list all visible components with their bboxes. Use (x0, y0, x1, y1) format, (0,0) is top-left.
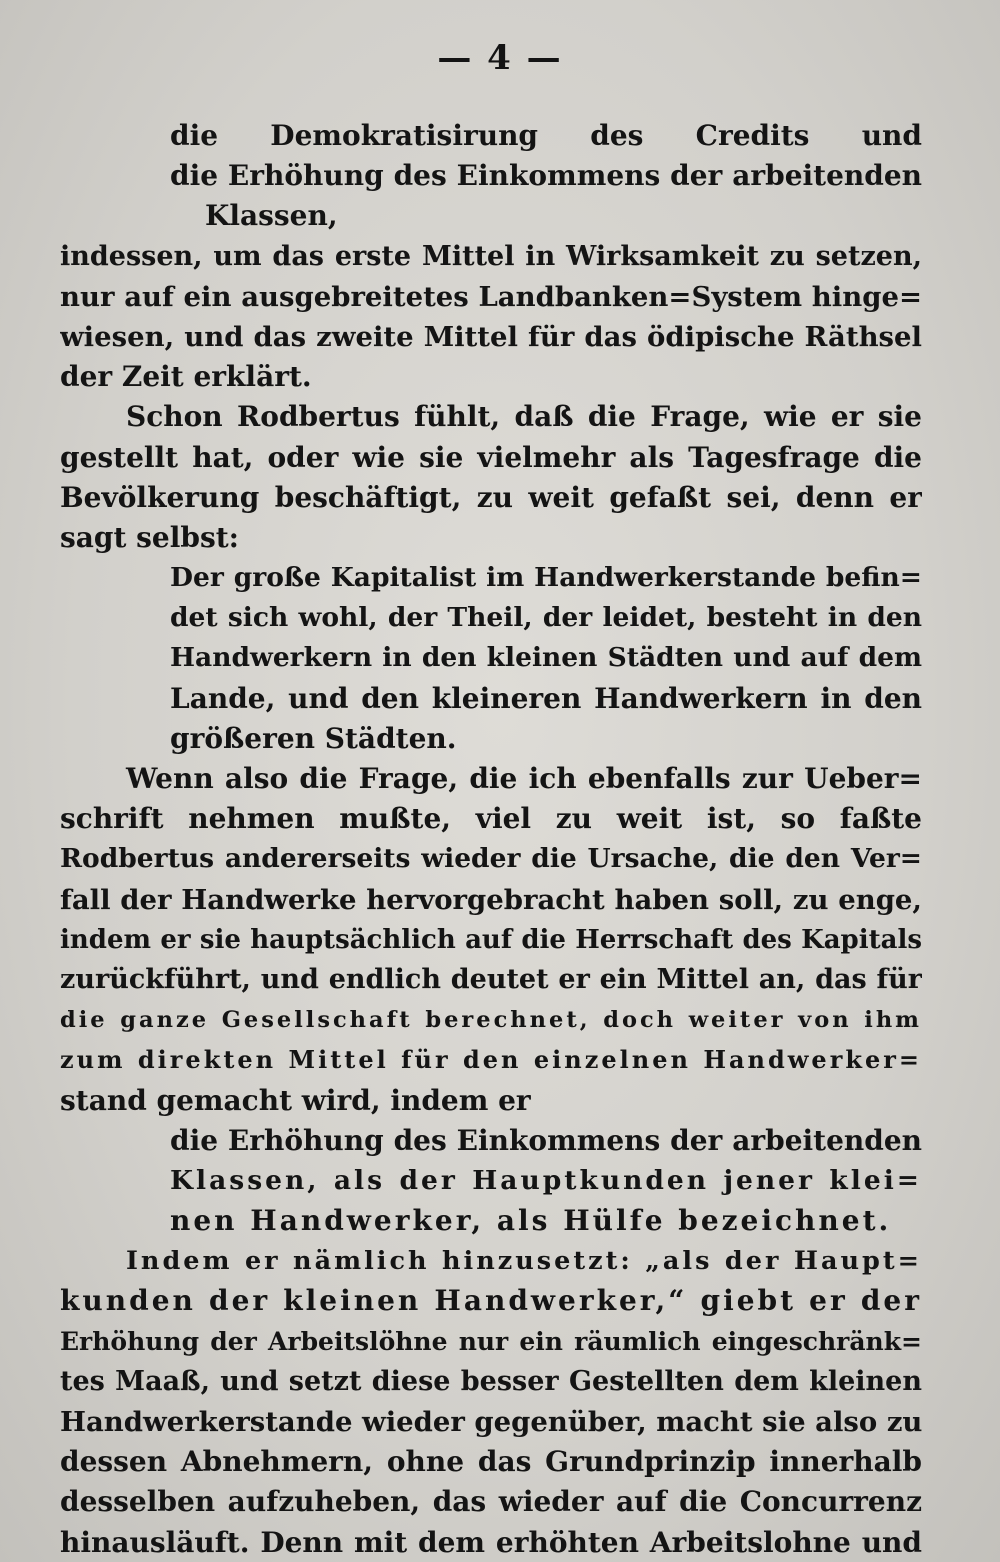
text-line: schrift nehmen mußte, viel zu weit ist, so faßte (60, 802, 922, 836)
text-line: indessen, um das erste Mittel in Wirksamkeit zu setzen, (60, 240, 922, 272)
text-line: fall der Handwerke hervorgebracht haben soll, zu enge, (60, 883, 922, 916)
text-line: indem er sie hauptsächlich auf die Herrschaft des Kapitals (60, 924, 922, 955)
text-line: Wenn also die Frage, die ich ebenfalls zur Ueber= (126, 762, 922, 795)
text-line: Bevölkerung beschäftigt, zu weit gefaßt sei, denn er (60, 480, 922, 514)
text-line: det sich wohl, der Theil, der leidet, besteht in den (170, 602, 922, 634)
text-line: die ganze Gesellschaft berechnet, doch weiter von ihm (60, 1007, 922, 1034)
text-line: Handwerkerstande wieder gegenüber, macht sie also zu (60, 1406, 922, 1438)
text-line: gestellt hat, oder wie sie vielmehr als Tagesfrage die (60, 440, 922, 474)
text-line: nen Handwerker, als Hülfe bezeichnet. (170, 1204, 892, 1238)
text-line: tes Maaß, und setzt diese besser Gestellten dem kleinen (60, 1365, 922, 1397)
text-line: Der große Kapitalist im Handwerkerstande befin= (170, 562, 922, 594)
text-line: die Erhöhung des Einkommens der arbeitenden (170, 159, 922, 193)
text-line: Klassen, (205, 199, 338, 233)
text-line: Rodbertus andererseits wieder die Ursache, die den Ver= (60, 843, 922, 875)
text-line: die Erhöhung des Einkommens der arbeitenden (170, 1123, 922, 1157)
text-line: die Demokratisirung des Credits und (170, 119, 922, 152)
text-line: größeren Städten. (170, 721, 457, 755)
text-line: desselben aufzuheben, das wieder auf die Concurrenz (60, 1485, 922, 1519)
text-line: wiesen, und das zweite Mittel für das ödipische Räthsel (60, 320, 922, 353)
text-line: hinausläuft. Denn mit dem erhöhten Arbeitslohne und (60, 1525, 922, 1559)
text-line: sagt selbst: (60, 520, 239, 554)
text-line: dessen Abnehmern, ohne das Grundprinzip innerhalb (60, 1445, 922, 1479)
text-line: stand gemacht wird, indem er (60, 1083, 531, 1117)
text-line: Schon Rodbertus fühlt, daß die Frage, wie er sie (126, 400, 922, 434)
text-line: kunden der kleinen Handwerker,“ giebt er der (60, 1284, 922, 1318)
text-line: Erhöhung der Arbeitslöhne nur ein räumlich eingeschränk= (60, 1326, 922, 1356)
text-line: Klassen, als der Hauptkunden jener klei= (170, 1164, 922, 1196)
text-line: Handwerkern in den kleinen Städten und auf dem (170, 642, 922, 674)
text-line: Lande, und den kleineren Handwerkern in den (170, 681, 922, 715)
page-text (60, 116, 922, 1562)
text-line: zurückführt, und endlich deutet er ein Mittel an, das für (60, 963, 922, 995)
page-number: — 4 — (437, 38, 563, 78)
text-line: nur auf ein ausgebreitetes Landbanken=System hinge= (60, 280, 922, 313)
text-line: Indem er nämlich hinzusetzt: „als der Haupt= (126, 1246, 922, 1277)
text-line: zum direkten Mittel für den einzelnen Handwerker= (60, 1045, 922, 1075)
text-line: der Zeit erklärt. (60, 360, 312, 394)
